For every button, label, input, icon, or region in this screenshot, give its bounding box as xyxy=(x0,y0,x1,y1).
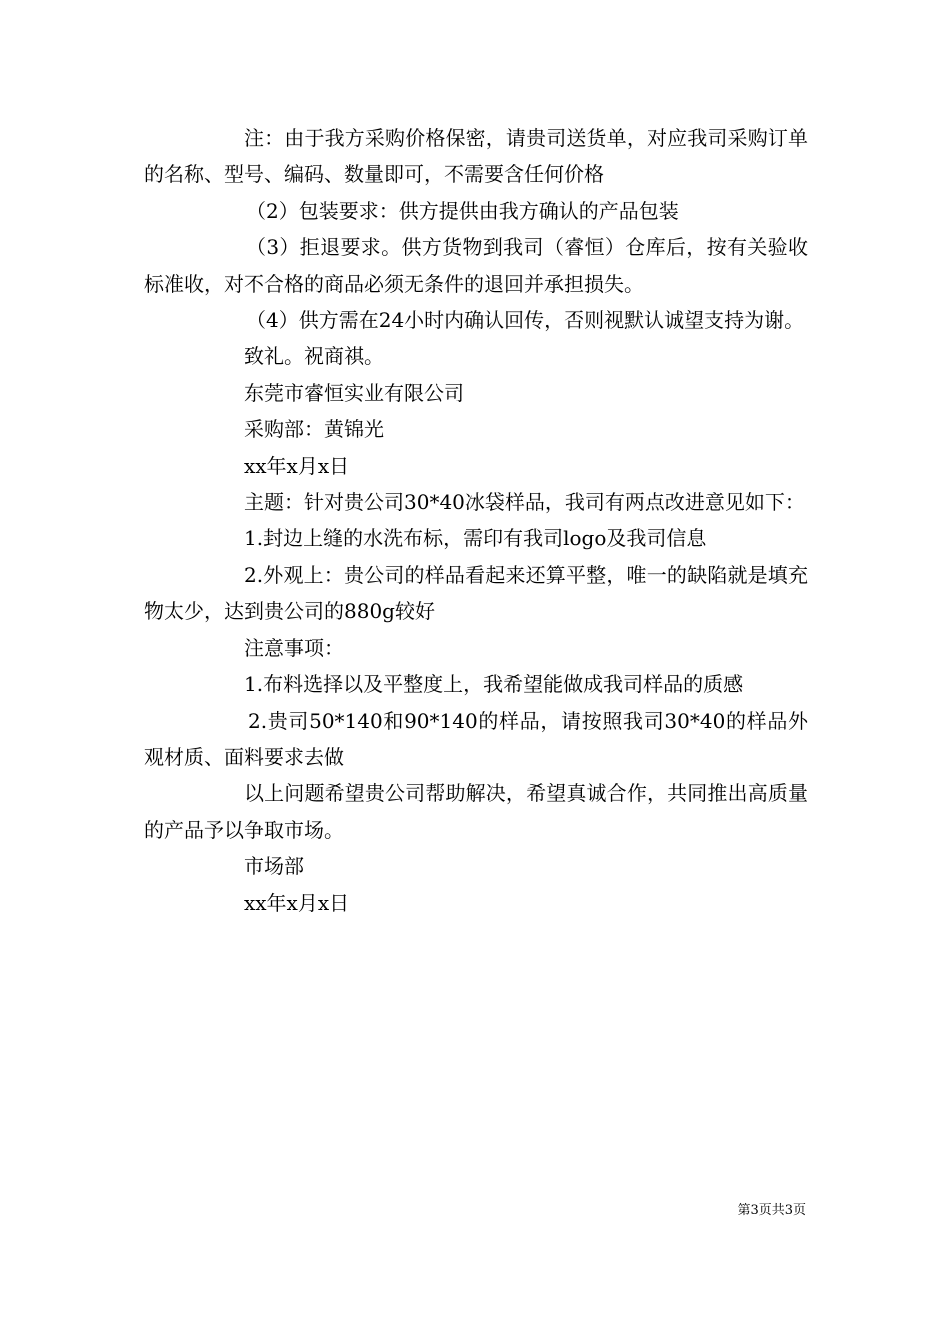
company-name: 东莞市睿恒实业有限公司 xyxy=(244,380,464,405)
subject-paragraph: 主题：针对贵公司30*40冰袋样品，我司有两点改进意见如下： xyxy=(244,490,805,515)
packaging-requirement: （2）包装要求：供方提供由我方确认的产品包装 xyxy=(246,198,679,223)
confirmation-requirement: （4）供方需在24小时内确认回传，否则视默认诚望支持为谢。 xyxy=(246,308,805,333)
marketing-date: xx年x月x日 xyxy=(244,890,350,915)
improvement-item-2: 2.外观上：贵公司的样品看起来还算平整，唯一的缺陷就是填充物太少，达到贵公司的880g较好 xyxy=(144,562,808,624)
closing-request: 以上问题希望贵公司帮助解决，希望真诚合作，共同推出高质量的产品予以争取市场。 xyxy=(144,781,808,842)
note-paragraph: 注：由于我方采购价格保密，请贵司送货单，对应我司采购订单的名称、型号、编码、数量即可，不需要含任何价格 xyxy=(144,126,808,187)
closing-greeting: 致礼。祝商祺。 xyxy=(244,344,384,369)
rejection-requirement: （3）拒退要求。供方货物到我司（睿恒）仓库后，按有关验收标准收，对不合格的商品必须无条件的退回并承担损失。 xyxy=(144,235,808,296)
notes-heading: 注意事项： xyxy=(244,635,344,660)
improvement-item-1: 1.封边上缝的水洗布标，需印有我司logo及我司信息 xyxy=(244,526,707,551)
marketing-signature: 市场部 xyxy=(244,854,304,879)
page-number: 第3页共3页 xyxy=(737,1203,806,1218)
notes-item-2: 2.贵司50*140和90*140的样品，请按照我司30*40的样品外观材质、面料要求去做 xyxy=(144,708,808,769)
notes-item-1: 1.布料选择以及平整度上，我希望能做成我司样品的质感 xyxy=(244,672,744,697)
purchasing-date: xx年x月x日 xyxy=(244,453,350,478)
purchasing-signature: 采购部：黄锦光 xyxy=(244,417,384,442)
document-body xyxy=(144,120,808,921)
